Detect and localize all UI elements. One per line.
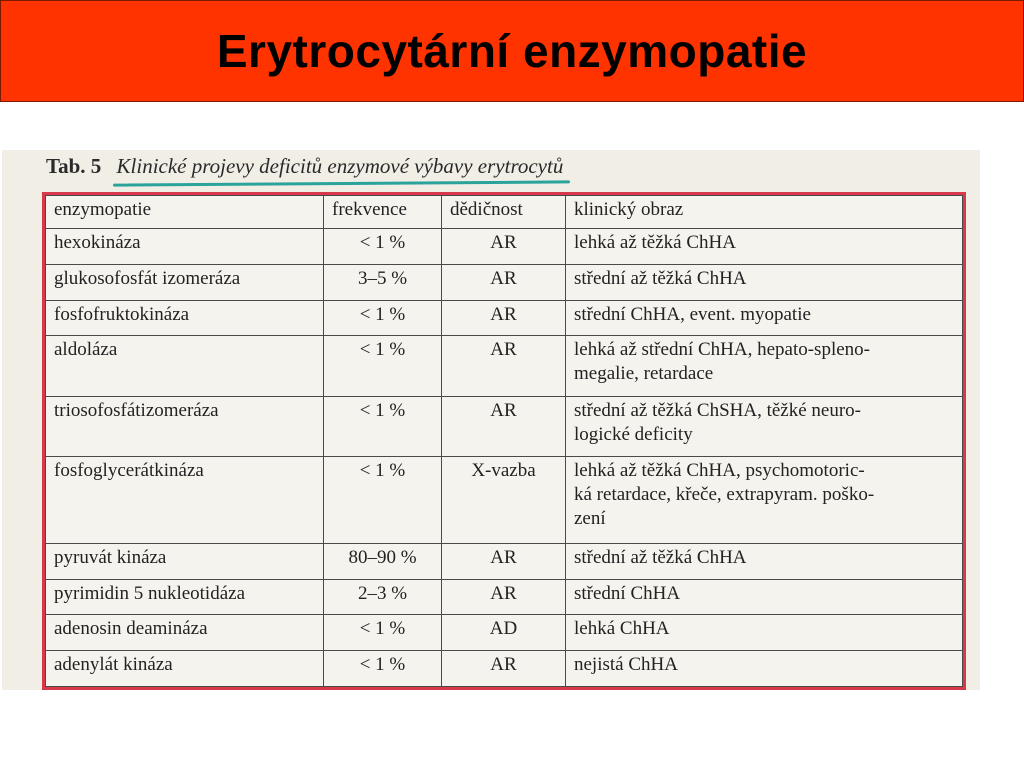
table-title: Klinické projevy deficitů enzymové výbavy erytrocytů	[117, 154, 564, 181]
cell-frequency: < 1 %	[324, 396, 442, 456]
cell-frequency: 3–5 %	[324, 264, 442, 300]
table-frame	[42, 192, 966, 690]
table-row	[46, 651, 963, 687]
cell-frequency: < 1 %	[324, 229, 442, 265]
cell-inheritance: AR	[442, 264, 566, 300]
cell-clinical	[566, 300, 963, 336]
cell-clinical	[566, 229, 963, 265]
cell-inheritance: AR	[442, 543, 566, 579]
clinical-line: zení	[574, 507, 606, 529]
cell-enzyme: aldoláza	[46, 336, 324, 396]
table-row	[46, 336, 963, 396]
cell-enzyme: adenosin deamináza	[46, 615, 324, 651]
table-row	[46, 615, 963, 651]
cell-frequency: 80–90 %	[324, 543, 442, 579]
cell-enzyme: pyrimidin 5 nukleotidáza	[46, 579, 324, 615]
clinical-line: megalie, retardace	[574, 363, 714, 385]
cell-clinical	[566, 579, 963, 615]
cell-inheritance: AR	[442, 396, 566, 456]
cell-frequency: 2–3 %	[324, 579, 442, 615]
header-inheritance: dědičnost	[442, 196, 566, 229]
header-enzyme: enzymopatie	[46, 196, 324, 229]
cell-inheritance: AD	[442, 615, 566, 651]
cell-inheritance: AR	[442, 336, 566, 396]
cell-inheritance: AR	[442, 229, 566, 265]
cell-frequency: < 1 %	[324, 615, 442, 651]
clinical-line: lehká až těžká ChHA	[574, 232, 736, 253]
table-row	[46, 543, 963, 579]
header-clinical: klinický obraz	[566, 196, 963, 229]
cell-inheritance: AR	[442, 651, 566, 687]
table-row	[46, 300, 963, 336]
enzymopathy-table	[45, 195, 963, 687]
cell-clinical	[566, 336, 963, 396]
cell-clinical	[566, 615, 963, 651]
cell-enzyme: pyruvát kináza	[46, 543, 324, 579]
clinical-line: střední až těžká ChSHA, těžké neuro-	[574, 399, 862, 421]
clinical-line: nejistá ChHA	[574, 654, 678, 676]
cell-enzyme: fosfofruktokináza	[46, 300, 324, 336]
header-frequency: frekvence	[324, 196, 442, 229]
cell-enzyme: glukosofosfát izomeráza	[46, 264, 324, 300]
table-row	[46, 456, 963, 543]
clinical-line: lehká až těžká ChHA, psychomotoric-	[574, 459, 865, 481]
cell-clinical	[566, 396, 963, 456]
cell-frequency: < 1 %	[324, 651, 442, 687]
table-header-row	[46, 196, 963, 229]
slide-title: Erytrocytární enzymopatie	[216, 25, 808, 77]
cell-enzyme: fosfoglycerátkináza	[46, 456, 324, 543]
scanned-table-image	[2, 150, 980, 690]
clinical-line: lehká až střední ChHA, hepato-spleno-	[574, 339, 870, 361]
cell-frequency: < 1 %	[324, 336, 442, 396]
clinical-line: ká retardace, křeče, extrapyram. poško-	[574, 483, 875, 505]
title-bar	[0, 0, 1024, 102]
table-body	[46, 229, 963, 687]
cell-clinical	[566, 651, 963, 687]
cell-enzyme: triosofosfátizomeráza	[46, 396, 324, 456]
clinical-line: lehká ChHA	[574, 618, 670, 640]
clinical-line: střední až těžká ChHA	[574, 267, 747, 289]
cell-frequency: < 1 %	[324, 300, 442, 336]
cell-inheritance: X-vazba	[442, 456, 566, 543]
table-row	[46, 264, 963, 300]
cell-frequency: < 1 %	[324, 456, 442, 543]
clinical-line: střední až těžká ChHA	[574, 546, 747, 568]
table-row	[46, 229, 963, 265]
table-number: Tab. 5	[46, 154, 102, 178]
cell-enzyme: hexokináza	[46, 229, 324, 265]
clinical-line: střední ChHA, event. myopatie	[574, 303, 811, 325]
clinical-line: střední ChHA	[574, 582, 681, 604]
clinical-line: logické deficity	[574, 423, 693, 445]
cell-clinical	[566, 543, 963, 579]
cell-clinical	[566, 264, 963, 300]
table-row	[46, 579, 963, 615]
table-row	[46, 396, 963, 456]
cell-clinical	[566, 456, 963, 543]
cell-inheritance: AR	[442, 579, 566, 615]
cell-enzyme: adenylát kináza	[46, 651, 324, 687]
table-caption	[46, 154, 563, 184]
cell-inheritance: AR	[442, 300, 566, 336]
